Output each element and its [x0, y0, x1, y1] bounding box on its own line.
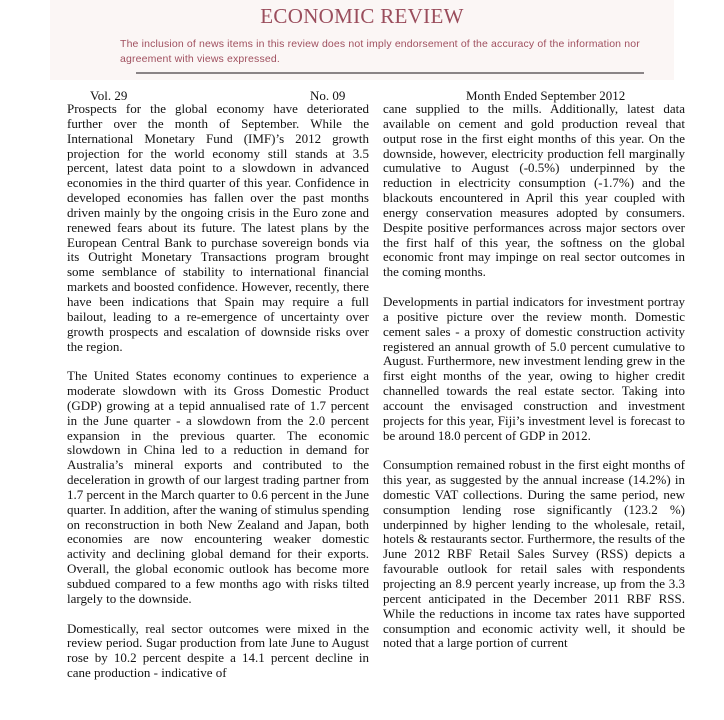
- issue-number-label: No. 09: [310, 88, 346, 103]
- paragraph-trading-partners: The United States economy continues to experience a moderate slowdown with its Gross Domestic Product (GDP) growing at a tepid annualised rate of 1.7 percent in the June quarter - a slowdown from the 2.0 percent expansion in the previous quarter. The economic slowdown in China led to a reduction in demand for Australia’s mineral exports and contributed to the deceleration in growth of our largest trading partner from 1.7 percent in the March quarter to 0.6 percent in the June quarter. In addition, after the waning of stimulus spending on reconstruction in both New Zealand and Japan, both economies are now encountering weaker domestic activity and declining global demand for their exports. Overall, the global economic outlook has become more subdued compared to a few months ago with risks tilted largely to the downside.: [67, 368, 369, 606]
- publication-title: ECONOMIC REVIEW: [260, 4, 464, 28]
- header-divider: [136, 72, 644, 74]
- left-column: [67, 102, 369, 696]
- right-column: [383, 102, 685, 666]
- period-label: Month Ended September 2012: [466, 88, 626, 103]
- disclaimer-text: The inclusion of news items in this review does not imply endorsement of the accuracy of the information nor agreement with views expressed.: [120, 38, 640, 65]
- masthead: [50, 0, 674, 80]
- paragraph-global-outlook: Prospects for the global economy have deteriorated further over the month of September. While the International Monetary Fund (IMF)’s 2012 growth projection for the world economy still stands at 3.5 percent, latest data point to a slowdown in advanced economies in the third quarter of this year. Confidence in developed economies has fallen over the past months driven mainly by the ongoing crisis in the Euro zone and renewed fears about its future. The latest plans by the European Central Bank to purchase sovereign bonds via its Outright Monetary Transactions program brought some semblance of stability to international financial markets and boosted confidence. However, recently, there have been indications that Spain may require a full bailout, leading to a re-emergence of uncertainty over growth prospects and escalation of downside risks over the region.: [67, 101, 369, 354]
- paragraph-consumption: Consumption remained robust in the first eight months of this year, as suggested by the annual increase (14.2%) in domestic VAT collections. During the same period, new consumption lending rose significantly (123.2 %) underpinned by higher lending to the wholesale, retail, hotels & restaurants sector. Furthermore, the results of the June 2012 RBF Retail Sales Survey (RSS) depicts a favourable outlook for retail sales with respondents projecting an 8.9 percent yearly increase, up from the 3.3 percent anticipated in the December 2011 RBF RSS. While the reductions in income tax rates have supported consumption and economic activity well, it should be noted that a large portion of current: [383, 457, 685, 651]
- paragraph-domestic-real-sector: Domestically, real sector outcomes were mixed in the review period. Sugar production from late June to August rose by 10.2 percent despite a 14.1 percent decline in cane production - indicative of: [67, 620, 369, 681]
- volume-label: Vol. 29: [90, 88, 128, 103]
- paragraph-investment: Developments in partial indicators for investment portray a positive picture over the review month. Domestic cement sales - a proxy of domestic construction activity registered an annual growth of 5.0 percent cumulative to August. Furthermore, new investment lending grew in the first eight months of the year, owing to higher credit channelled towards the real estate sector. Taking into account the envisaged construction and investment projects for this year, Fiji’s investment level is forecast to be around 18.0 percent of GDP in 2012.: [383, 293, 685, 443]
- paragraph-real-sector-continued: cane supplied to the mills. Additionally, latest data available on cement and gold production reveal that output rose in the first eight months of this year. On the downside, however, electricity production fell marginally cumulative to August (-0.5%) underpinned by the reduction in electricity consumption (-1.7%) and the blackouts encountered in April this year coupled with energy conservation measures adopted by consumers. Despite positive performances across major sectors over the first half of this year, the softness on the global economic front may impinge on real sector outcomes in the coming months.: [383, 101, 685, 280]
